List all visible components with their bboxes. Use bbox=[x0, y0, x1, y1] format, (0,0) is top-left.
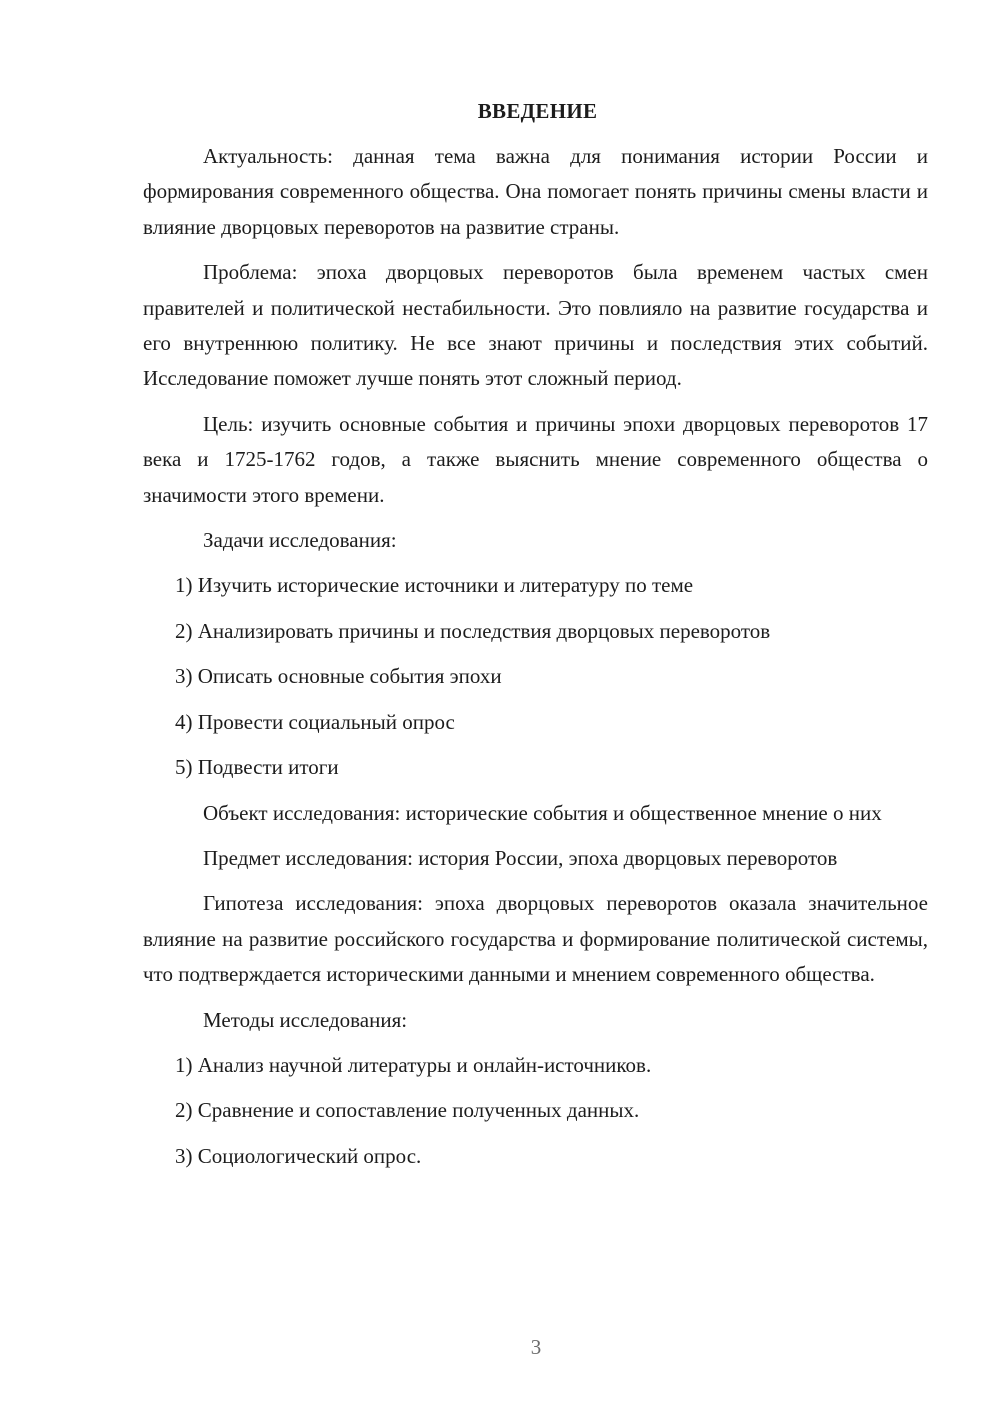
list-item: 4) Провести социальный опрос bbox=[175, 709, 455, 734]
methods-heading: Методы исследования: bbox=[203, 1007, 408, 1032]
section-title: ВВЕДЕНИЕ bbox=[477, 99, 598, 123]
list-item: 3) Социологический опрос. bbox=[175, 1143, 422, 1168]
list-item: 3) Описать основные события эпохи bbox=[175, 664, 502, 689]
list-item: 1) Анализ научной литературы и онлайн-источников. bbox=[175, 1052, 652, 1077]
problem-paragraph: Проблема: эпоха дворцовых переворотов была временем частых смен правителей и политической нестабильности. Это повлияло на развитие государства и его внутреннюю политику. Не все знают причины и последствия этих событий. Исследование поможет лучше понять этот сложный период. bbox=[143, 260, 928, 391]
page-body bbox=[143, 94, 928, 1184]
tasks-heading: Задачи исследования: bbox=[203, 528, 397, 553]
list-item: 1) Изучить исторические источники и литературу по теме bbox=[175, 573, 694, 598]
tasks-list bbox=[143, 568, 928, 785]
subject-paragraph: Предмет исследования: история России, эпоха дворцовых переворотов bbox=[203, 845, 838, 870]
hypothesis-paragraph: Гипотеза исследования: эпоха дворцовых переворотов оказала значительное влияние на развитие российского государства и формирование политической системы, что подтверждается историческими данными и мнением современного общества. bbox=[143, 891, 928, 987]
list-item: 2) Анализировать причины и последствия дворцовых переворотов bbox=[175, 618, 771, 643]
list-item: 2) Сравнение и сопоставление полученных данных. bbox=[175, 1098, 640, 1123]
list-item: 5) Подвести итоги bbox=[175, 755, 339, 780]
methods-list bbox=[143, 1048, 928, 1174]
object-paragraph: Объект исследования: исторические события и общественное мнение о них bbox=[203, 800, 882, 825]
goal-paragraph: Цель: изучить основные события и причины эпохи дворцовых переворотов 17 века и 1725-1762 годов, а также выяснить мнение современного общества о значимости этого времени. bbox=[143, 411, 928, 507]
relevance-paragraph: Актуальность: данная тема важна для понимания истории России и формирования современного общества. Она помогает понять причины смены власти и влияние дворцовых переворотов на развитие страны. bbox=[143, 144, 928, 239]
page-number: 3 bbox=[530, 1335, 542, 1359]
